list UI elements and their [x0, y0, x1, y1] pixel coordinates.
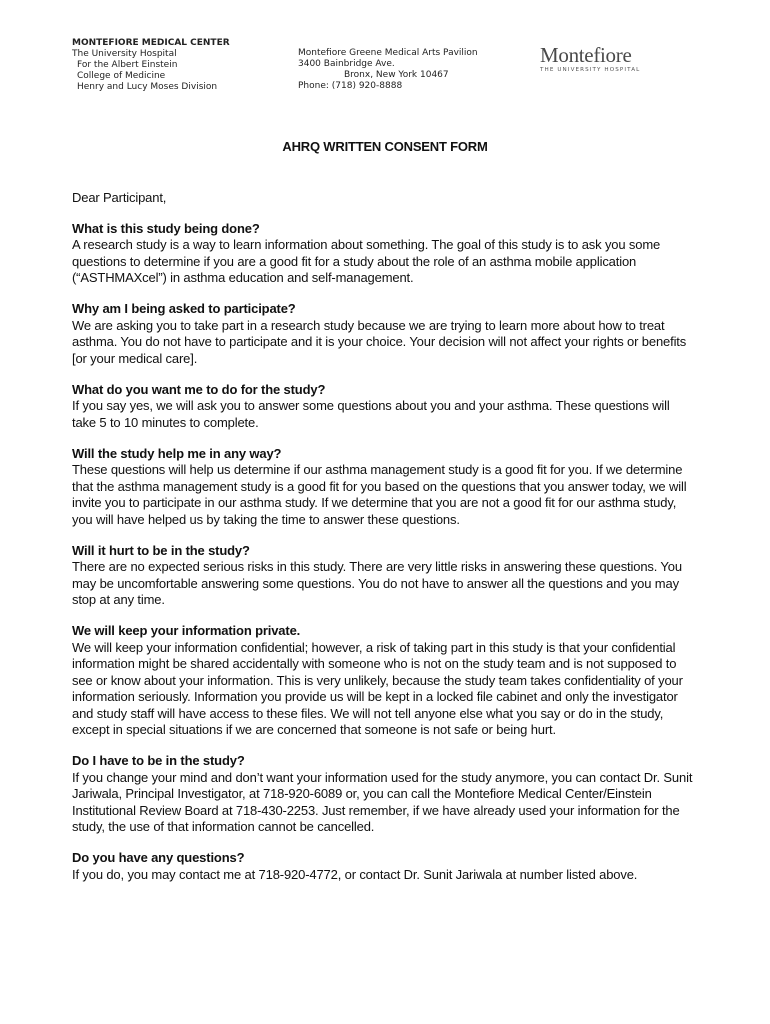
section-heading: What do you want me to do for the study?: [72, 381, 326, 397]
institution-block: [72, 38, 230, 93]
section-questions: [72, 850, 697, 883]
section-body: There are no expected serious risks in this study. There are very little risks in answering these questions. You may be uncomfortable answering some questions. You do not have to answer all the questions and you may stop at any time.: [72, 559, 682, 607]
section-heading: Will it hurt to be in the study?: [72, 542, 250, 558]
institution-line: The University Hospital: [72, 49, 177, 59]
section-body: These questions will help us determine if our asthma management study is a good fit for you. If we determine that the asthma management study is a good fit for you based on the questions that you answer today, we will invite you to participate in our asthma study. If we determine that you are not a good fit for our asthma study, you will have helped us by taking the time to answer these questions.: [72, 462, 687, 527]
section-privacy: [72, 623, 697, 739]
document-body: [72, 190, 697, 898]
institution-line: Henry and Lucy Moses Division: [77, 82, 218, 92]
section-heading: We will keep your information private.: [72, 623, 301, 638]
section-heading: Will the study help me in any way?: [72, 445, 282, 461]
section-risks: [72, 543, 697, 609]
institution-line: For the Albert Einstein: [77, 60, 178, 70]
section-body: If you change your mind and don’t want your information used for the study anymore, you can contact Dr. Sunit Jariwala, Principal Investigator, at 718-920-6089 or, you can call the Montefiore Medical Center/Einstein Institutional Review Board at 718-430-2253. Just remember, if we have already used your information for the study, the use of that information cannot be cancelled.: [72, 769, 693, 834]
logo-wordmark: Montefiore: [540, 43, 632, 67]
section-body: We are asking you to take part in a research study because we are trying to learn more about how to treat asthma. You do not have to participate and it is your choice. Your decision will not affect your rights or benefits [or your medical care].: [72, 317, 687, 366]
section-heading: What is this study being done?: [72, 220, 260, 236]
section-body: A research study is a way to learn information about something. The goal of this study is to ask you some questions to determine if you are a good fit for a study about the role of an asthma mobile application (“ASTHMAXcel”) in asthma education and self-management.: [72, 237, 661, 285]
section-body: We will keep your information confidential; however, a risk of taking part in this study is that your confidential information might be shared accidentally with someone who is not on the study team and is not supposed to see or know about your information. This is very unlikely, because the study team takes confidentiality of your information seriously. Information you provide us will be kept in a locked file cabinet and only the investigator and study staff will have access to these files. We will not tell anyone else what you say or do in the study, except in special situations if we are concerned that someone is not safe or being hurt.: [72, 639, 683, 737]
section-voluntary: [72, 753, 697, 836]
section-heading: Why am I being asked to participate?: [72, 301, 296, 316]
document-title: AHRQ WRITTEN CONSENT FORM: [282, 139, 488, 154]
section-heading: Do I have to be in the study?: [72, 753, 245, 768]
section-benefits: [72, 446, 697, 529]
section-heading: Do you have any questions?: [72, 850, 245, 865]
section-why-study: [72, 221, 697, 287]
section-body: If you do, you may contact me at 718-920-4772, or contact Dr. Sunit Jariwala at number listed above.: [72, 866, 638, 882]
montefiore-logo: [540, 44, 650, 73]
greeting: Dear Participant,: [72, 190, 167, 205]
address-name: Montefiore Greene Medical Arts Pavilion: [298, 48, 478, 58]
logo-tagline: THE UNIVERSITY HOSPITAL: [540, 67, 641, 73]
address-phone: Phone: (718) 920-8888: [298, 81, 403, 91]
address-street: 3400 Bainbridge Ave.: [298, 59, 395, 69]
section-body: If you say yes, we will ask you to answer some questions about you and your asthma. These questions will take 5 to 10 minutes to complete.: [72, 398, 670, 430]
institution-name: MONTEFIORE MEDICAL CENTER: [72, 38, 230, 48]
address-city: Bronx, New York 10467: [344, 70, 449, 80]
section-what-to-do: [72, 382, 697, 432]
address-block: [298, 48, 498, 92]
section-why-participate: [72, 301, 697, 367]
institution-line: College of Medicine: [77, 71, 166, 81]
